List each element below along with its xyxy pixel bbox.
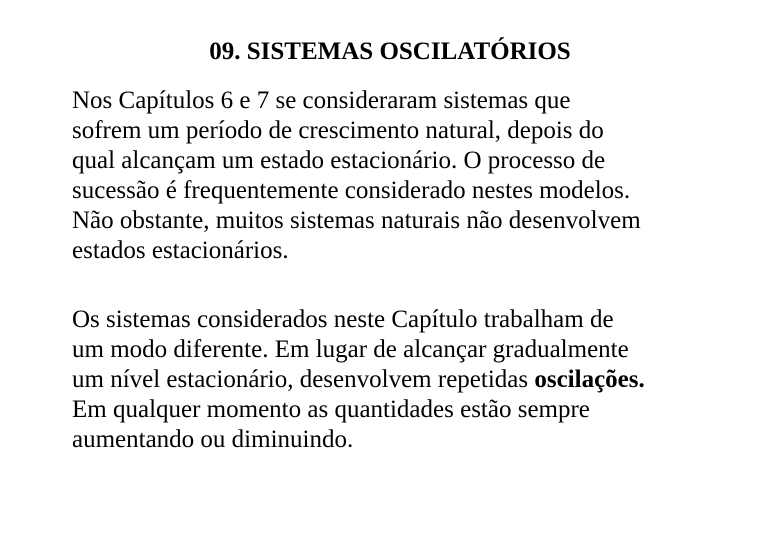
paragraph-line: qual alcançam um estado estacionário. O processo de [72, 147, 606, 174]
paragraph-line: aumentando ou diminuindo. [72, 426, 354, 453]
paragraph-line-text: um nível estacionário, desenvolvem repetidas [72, 366, 535, 393]
emphasis-term: oscilações. [534, 366, 645, 393]
paragraph-line: Não obstante, muitos sistemas naturais não desenvolvem [72, 207, 641, 234]
paragraph-oscillation [72, 305, 722, 455]
paragraph-intro [72, 86, 722, 266]
paragraph-line: um modo diferente. Em lugar de alcançar gradualmente [72, 336, 629, 363]
paragraph-line: sofrem um período de crescimento natural, depois do [72, 117, 604, 144]
paragraph-line: sucessão é frequentemente considerado nestes modelos. [72, 177, 631, 204]
paragraph-line [72, 365, 722, 395]
paragraph-line: Os sistemas considerados neste Capítulo trabalham de [72, 306, 614, 333]
paragraph-line: Nos Capítulos 6 e 7 se consideraram sistemas que [72, 87, 571, 114]
paragraph-line: estados estacionários. [72, 237, 289, 264]
page-title: 09. SISTEMAS OSCILATÓRIOS [209, 38, 571, 65]
paragraph-line: Em qualquer momento as quantidades estão sempre [72, 396, 590, 423]
